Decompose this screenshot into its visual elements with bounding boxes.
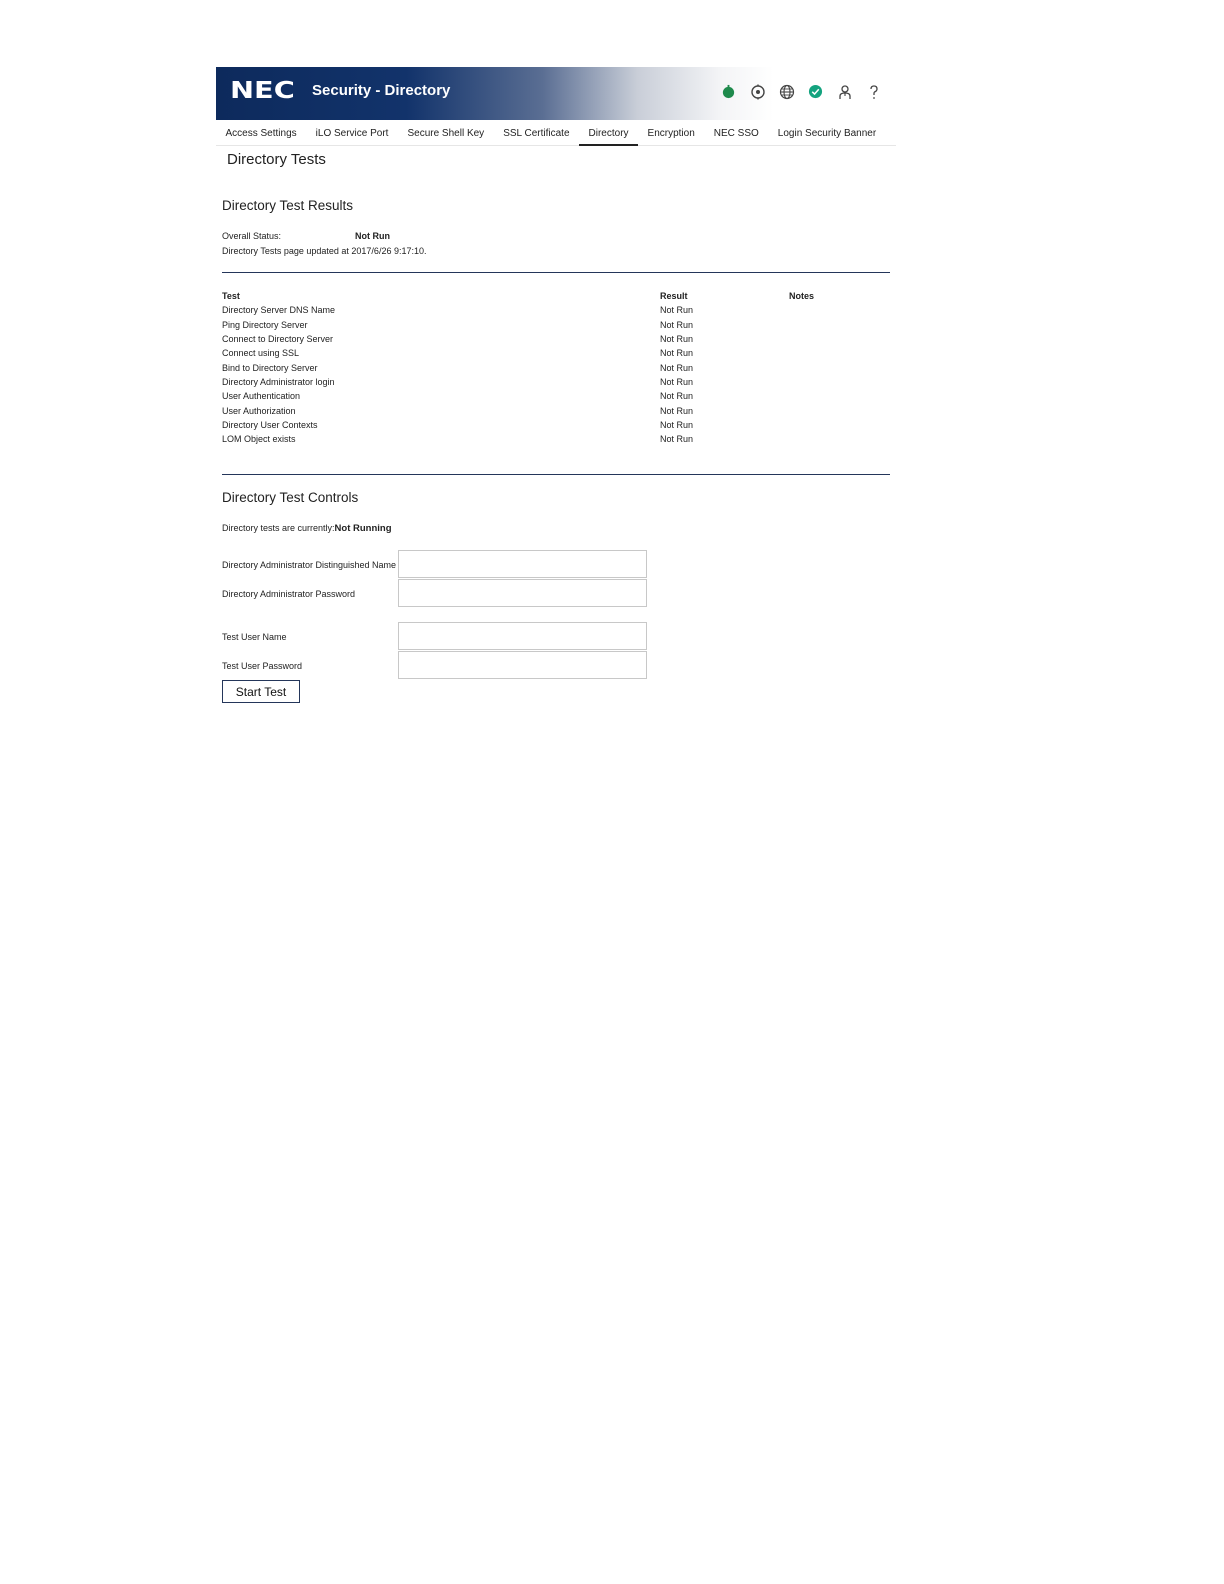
column-header-test: Test — [222, 291, 240, 302]
overall-status-label: Overall Status: — [222, 231, 282, 241]
start-test-button[interactable]: Start Test — [222, 680, 300, 703]
table-row — [222, 375, 889, 389]
test-name: User Authorization — [222, 405, 296, 416]
tab-ssl-certificate[interactable]: SSL Certificate — [503, 128, 570, 139]
test-notes — [789, 346, 889, 360]
running-status-value: Not Running — [334, 523, 392, 534]
test-notes — [789, 318, 889, 332]
table-row — [222, 389, 889, 403]
test-password-input[interactable] — [398, 651, 647, 679]
health-check-icon[interactable] — [807, 83, 824, 100]
table-row — [222, 360, 889, 374]
section-divider — [222, 272, 890, 273]
tab-bar — [216, 121, 896, 146]
tab-secure-shell-key[interactable]: Secure Shell Key — [407, 128, 485, 139]
test-notes — [789, 303, 889, 317]
table-header-row — [222, 289, 889, 303]
table-row — [222, 332, 889, 346]
column-header-notes: Notes — [789, 291, 815, 302]
running-status-line — [222, 523, 392, 534]
help-icon[interactable] — [865, 83, 882, 100]
test-notes — [789, 332, 889, 346]
table-row — [222, 318, 889, 332]
admin-dn-label: Directory Administrator Distinguished Name — [222, 560, 397, 570]
test-result: Not Run — [660, 319, 694, 330]
test-result: Not Run — [660, 348, 694, 359]
test-notes — [789, 360, 889, 374]
test-result: Not Run — [660, 362, 694, 373]
tab-encryption[interactable]: Encryption — [647, 128, 695, 139]
overall-status-value: Not Run — [355, 231, 390, 241]
results-table — [222, 289, 889, 446]
column-header-result: Result — [660, 291, 688, 302]
user-icon[interactable] — [836, 83, 853, 100]
test-user-label: Test User Name — [222, 632, 287, 642]
test-name: Bind to Directory Server — [222, 362, 318, 373]
tab-login-security-banner[interactable]: Login Security Banner — [777, 128, 877, 139]
controls-heading: Directory Test Controls — [222, 490, 359, 505]
globe-icon[interactable] — [778, 83, 795, 100]
admin-dn-input[interactable] — [398, 550, 647, 578]
table-row — [222, 432, 889, 446]
test-name: Ping Directory Server — [222, 319, 308, 330]
section-divider — [222, 474, 890, 475]
test-result: Not Run — [660, 305, 694, 316]
test-notes — [789, 389, 889, 403]
running-status-label: Directory tests are currently: — [222, 523, 335, 533]
power-icon[interactable] — [720, 83, 737, 100]
target-icon[interactable] — [749, 83, 766, 100]
updated-timestamp: Directory Tests page updated at 2017/6/26 9:17:10. — [222, 246, 427, 256]
page-title: Security - Directory — [312, 82, 451, 99]
test-result: Not Run — [660, 419, 694, 430]
test-result: Not Run — [660, 391, 694, 402]
tab-nec-sso[interactable]: NEC SSO — [713, 128, 759, 139]
test-result: Not Run — [660, 405, 694, 416]
results-heading: Directory Test Results — [222, 198, 354, 213]
test-name: Connect to Directory Server — [222, 334, 334, 345]
header-icon-bar — [720, 83, 882, 100]
admin-password-input[interactable] — [398, 579, 647, 607]
test-notes — [789, 375, 889, 389]
table-row — [222, 303, 889, 317]
test-user-input[interactable] — [398, 622, 647, 650]
header-banner — [216, 67, 896, 120]
test-name: Connect using SSL — [222, 348, 300, 359]
table-row — [222, 418, 889, 432]
test-result: Not Run — [660, 434, 694, 445]
test-name: LOM Object exists — [222, 434, 296, 445]
test-name: User Authentication — [222, 391, 301, 402]
test-notes — [789, 432, 889, 446]
nec-logo: NEC — [230, 78, 295, 104]
table-row — [222, 403, 889, 417]
tab-ilo-service-port[interactable]: iLO Service Port — [315, 128, 389, 139]
test-name: Directory Administrator login — [222, 376, 335, 387]
page-heading: Directory Tests — [227, 151, 326, 168]
test-notes — [789, 418, 889, 432]
test-name: Directory Server DNS Name — [222, 305, 336, 316]
app-frame — [216, 67, 896, 146]
test-result: Not Run — [660, 334, 694, 345]
admin-password-label: Directory Administrator Password — [222, 589, 356, 599]
table-row — [222, 346, 889, 360]
test-notes — [789, 403, 889, 417]
test-result: Not Run — [660, 376, 694, 387]
test-password-label: Test User Password — [222, 661, 303, 671]
tab-directory[interactable]: Directory — [579, 121, 638, 145]
tab-access-settings[interactable]: Access Settings — [225, 128, 297, 139]
test-name: Directory User Contexts — [222, 419, 318, 430]
